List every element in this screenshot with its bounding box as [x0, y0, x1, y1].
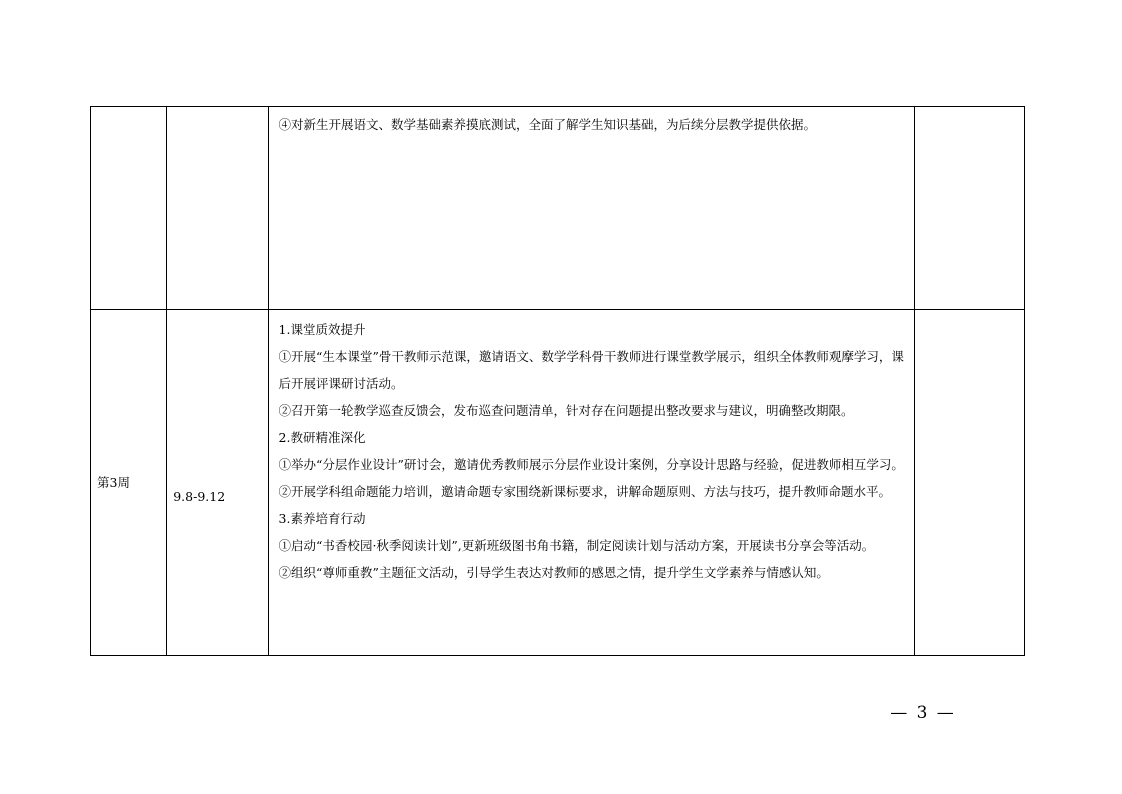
- page-number: — 3 —: [890, 703, 956, 723]
- note-cell: [914, 310, 1024, 656]
- content-line: ①启动“书香校园·秋季阅读计划”,更新班级图书角书籍，制定阅读计划与活动方案，开展读书分享会等活动。: [278, 538, 875, 553]
- section-heading: 2.教研精准深化: [278, 430, 366, 445]
- section-heading: 3.素养培育行动: [278, 511, 366, 526]
- date-cell: [167, 310, 268, 656]
- content-line: ②组织“尊师重教”主题征文活动，引导学生表达对教师的感恩之情，提升学生文学素养与情感认知。: [278, 565, 829, 580]
- schedule-table: [90, 106, 1025, 656]
- table-row: [91, 310, 1025, 656]
- section-heading: 1.课堂质效提升: [278, 322, 366, 337]
- content-line: ②开展学科组命题能力培训，邀请命题专家围绕新课标要求，讲解命题原则、方法与技巧，提升教师命题水平。: [278, 484, 892, 499]
- week-cell: 第3周: [91, 310, 167, 656]
- content-line: ①举办“分层作业设计”研讨会，邀请优秀教师展示分层作业设计案例，分享设计思路与经验，促进教师相互学习。: [278, 457, 904, 472]
- content-cell: [268, 107, 914, 310]
- week-cell: [91, 107, 167, 310]
- date-cell: [167, 107, 268, 310]
- content-line: ①开展“生本课堂”骨干教师示范课，邀请语文、数学学科骨干教师进行课堂教学展示，组织全体教师观摩学习，课后开展评课研讨活动。: [278, 349, 904, 391]
- note-cell: [914, 107, 1024, 310]
- date-text: 9.8-9.12: [173, 489, 226, 504]
- content-cell: [268, 310, 914, 656]
- table-row: [91, 107, 1025, 310]
- content-line: ②召开第一轮教学巡查反馈会，发布巡查问题清单，针对存在问题提出整改要求与建议，明确整改期限。: [278, 403, 854, 418]
- content-line: ④对新生开展语文、数学基础素养摸底测试，全面了解学生知识基础，为后续分层教学提供依据。: [278, 117, 817, 132]
